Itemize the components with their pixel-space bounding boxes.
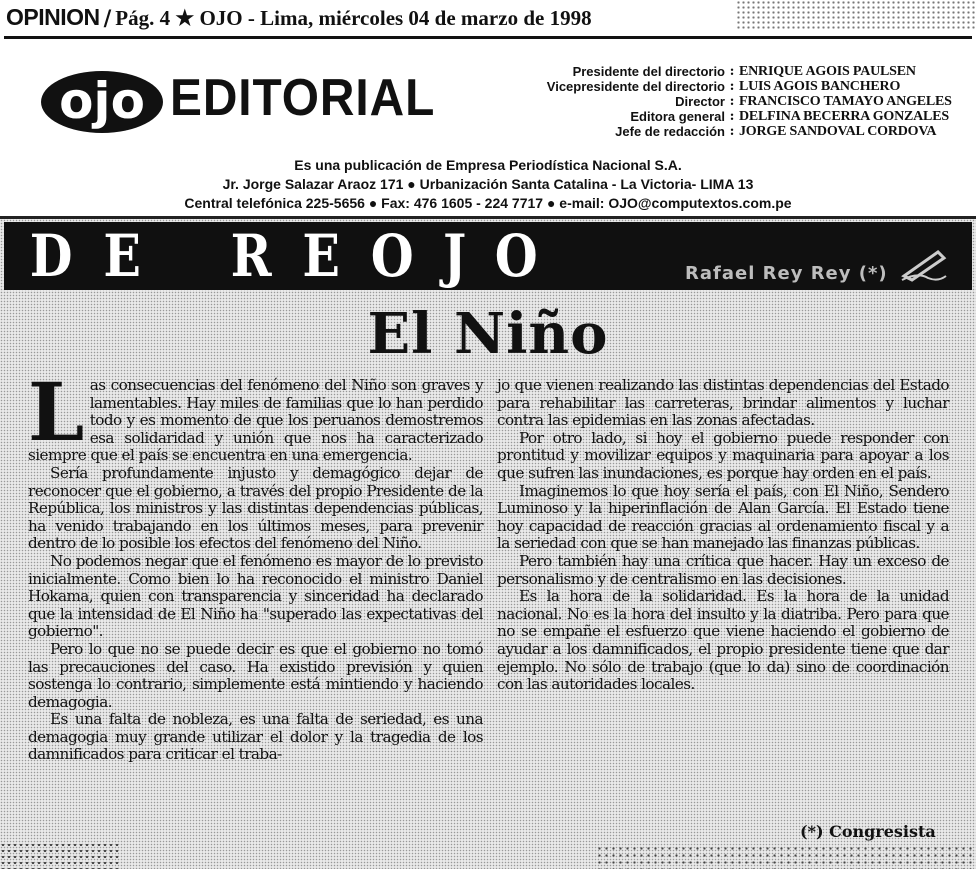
- banner-letter: E: [103, 222, 141, 290]
- header-separator: /: [103, 5, 112, 30]
- ojo-logo: [40, 70, 165, 134]
- article-paragraph: Imaginemos lo que hoy sería el país, con El Niño, Sendero Luminoso y la hiperinflación de Alan García. El Estado tiene hoy capacidad de reacción gracias al ordenamiento fiscal y a la seriedad con que se han manejado las finanzas públicas.: [497, 481, 949, 553]
- halftone-decoration: [736, 0, 976, 30]
- article-paragraph: Por otro lado, si hoy el gobierno puede responder con prontitud y movilizar equipos y maquinaria para apoyar a los que sufren las inundaciones, es porque hay orden en el país.: [497, 428, 949, 482]
- staff-row: Director : FRANCISCO TAMAYO ANGELES: [500, 94, 970, 109]
- staff-role: Presidente del directorio: [572, 64, 725, 79]
- article-paragraph: Pero también hay una crítica que hacer. Hay un exceso de personalismo y de centralismo en las decisiones.: [497, 551, 949, 588]
- staff-role: Vicepresidente del directorio: [546, 79, 725, 94]
- page-header-line: [6, 4, 592, 31]
- column-name-letters: [4, 224, 564, 288]
- article-paragraph: Es una falta de nobleza, es una falta de seriedad, es una demagogia muy grande utilizar el dolor y la tragedia de los damnificados para criticar el traba-: [28, 710, 483, 764]
- staff-name: JORGE SANDOVAL CORDOVA: [739, 124, 937, 139]
- section-name: OPINION: [6, 4, 100, 30]
- banner-letter: J: [442, 222, 466, 290]
- column-author: Rafael Rey Rey (*): [685, 263, 888, 284]
- staff-row: Editora general : DELFINA BECERRA GONZALES: [500, 109, 970, 124]
- banner-letter: E: [302, 222, 340, 290]
- article-headline: El Niño: [367, 301, 609, 367]
- banner-letter: R: [230, 222, 272, 290]
- logo-text: ojo: [59, 72, 145, 130]
- staff-row: Jefe de redacción : JORGE SANDOVAL CORDOVA: [500, 124, 970, 139]
- banner-letter: O: [370, 222, 414, 290]
- article-paragraph: Es la hora de la solidaridad. Es la hora de la unidad nacional. No es la hora del insulto y la diatriba. Pero para que no se empañe el esfuerzo que viene haciendo el gobierno de ayudar a los damnificados, el propio presidente tiene que dar ejemplo. No sólo de trabajo (que lo da) sino de coordinación con las autoridades locales.: [497, 587, 949, 694]
- banner-letter: D: [29, 222, 73, 290]
- article-paragraph: jo que vienen realizando las distintas dependencias del Estado para rehabilitar las carreteras, brindar alimentos y luchar contra las epidemias en las zonas afectadas.: [497, 376, 949, 430]
- halftone-decoration: [596, 845, 976, 869]
- halftone-decoration: [0, 842, 120, 869]
- article-column-left: [28, 365, 483, 764]
- article-paragraph: Las consecuencias del fenómeno del Niño son graves y lamentables. Hay miles de familias que lo han perdido todo y es momento de que los peruanos demostremos esa solidaridad y unión que nos ha caracterizado siempre que el país se encuentra en una emergencia.: [28, 365, 483, 465]
- address-line: Jr. Jorge Salazar Araoz 171 ● Urbanización Santa Catalina - La Victoria- LIMA 13: [222, 176, 754, 192]
- banner-letter: O: [495, 222, 539, 290]
- article-paragraph: No podemos negar que el fenómeno es mayor de lo previsto inicialmente. Como bien lo ha reconocido el ministro Daniel Hokama, quien con transparencia y sinceridad ha declarado que la intensidad de El Niño ha "superado las expectativas del gobierno".: [28, 551, 483, 641]
- staff-list: [500, 64, 970, 139]
- publisher-line: Es una publicación de Empresa Periodística Nacional S.A.: [294, 157, 682, 173]
- ojo-logo-icon: [40, 70, 165, 134]
- staff-name: FRANCISCO TAMAYO ANGELES: [739, 94, 952, 109]
- article-column-right: [497, 377, 949, 694]
- article-paragraph: Sería profundamente injusto y demagógico dejar de reconocer que el gobierno, a través del propio Presidente de la República, los ministros y las distintas dependencias públicas, ha venido trabajando en los últimos meses, para prevenir dentro de lo posible los efectos del fenómeno del Niño.: [28, 463, 483, 553]
- article-paragraph: Pero lo que no se puede decir es que el gobierno no tomó las precauciones del caso. Ha existido previsión y quien sostenga lo contrario, simplemente está mintiendo y haciendo demagogia.: [28, 639, 483, 711]
- staff-role: Director: [675, 94, 725, 109]
- publication-info: [0, 156, 976, 213]
- staff-name: LUIS AGOIS BANCHERO: [739, 79, 901, 94]
- drop-cap: L: [28, 365, 84, 459]
- staff-role: Editora general: [630, 109, 725, 124]
- header-rule: [4, 36, 972, 39]
- masthead-title: EDITORIAL: [170, 69, 436, 127]
- staff-row: Vicepresidente del directorio : LUIS AGOIS BANCHERO: [500, 79, 970, 94]
- staff-name: ENRIQUE AGOIS PAULSEN: [739, 64, 916, 79]
- staff-row: Presidente del directorio : ENRIQUE AGOIS PAULSEN: [500, 64, 970, 79]
- staff-name: DELFINA BECERRA GONZALES: [739, 109, 949, 124]
- pen-writing-icon: [898, 248, 948, 282]
- staff-role: Jefe de redacción: [615, 124, 725, 139]
- page-date-line: Pág. 4 ★ OJO - Lima, miércoles 04 de marzo de 1998: [115, 6, 592, 30]
- author-signoff: (*) Congresista: [800, 822, 936, 841]
- contact-line: Central telefónica 225-5656 ● Fax: 476 1605 - 224 7717 ● e-mail: OJO@computextos.com.pe: [184, 195, 792, 211]
- page-header: [0, 0, 976, 44]
